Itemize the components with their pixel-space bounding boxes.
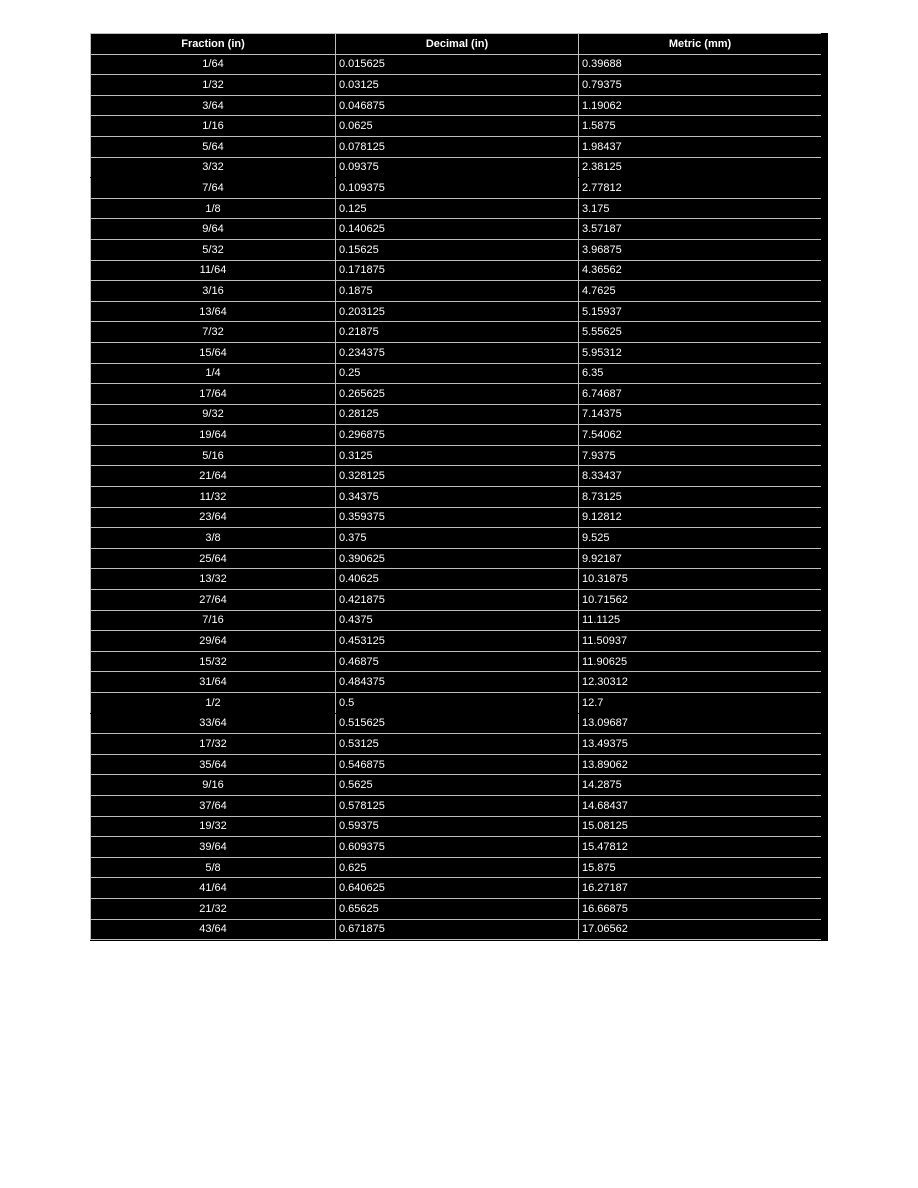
cell-decimal: 0.5 [336,693,579,714]
cell-metric: 7.9375 [579,445,822,466]
cell-decimal: 0.3125 [336,445,579,466]
cell-decimal: 0.09375 [336,157,579,178]
table-row [91,54,822,75]
table-row [91,260,822,281]
cell-fraction: 13/64 [91,301,336,322]
cell-fraction: 1/16 [91,116,336,137]
cell-fraction: 5/32 [91,239,336,260]
cell-decimal: 0.140625 [336,219,579,240]
cell-decimal: 0.515625 [336,713,579,734]
cell-fraction: 15/64 [91,342,336,363]
cell-fraction: 23/64 [91,507,336,528]
cell-decimal: 0.21875 [336,322,579,343]
table-row [91,528,822,549]
cell-fraction: 25/64 [91,548,336,569]
cell-fraction: 7/16 [91,610,336,631]
cell-fraction: 19/32 [91,816,336,837]
cell-metric: 13.09687 [579,713,822,734]
cell-decimal: 0.390625 [336,548,579,569]
table-row [91,837,822,858]
table-row [91,301,822,322]
cell-fraction: 21/64 [91,466,336,487]
cell-fraction: 1/8 [91,198,336,219]
header-fraction: Fraction (in) [91,34,336,55]
cell-decimal: 0.078125 [336,136,579,157]
cell-fraction: 5/64 [91,136,336,157]
cell-metric: 16.27187 [579,878,822,899]
cell-metric: 8.73125 [579,487,822,508]
table-row [91,548,822,569]
cell-metric: 16.66875 [579,898,822,919]
cell-fraction: 37/64 [91,795,336,816]
table-row [91,631,822,652]
cell-fraction: 39/64 [91,837,336,858]
cell-decimal: 0.484375 [336,672,579,693]
cell-fraction: 3/16 [91,281,336,302]
cell-decimal: 0.5625 [336,775,579,796]
table-row [91,219,822,240]
cell-metric: 11.50937 [579,631,822,652]
cell-decimal: 0.234375 [336,342,579,363]
cell-decimal: 0.34375 [336,487,579,508]
cell-fraction: 27/64 [91,590,336,611]
cell-fraction: 11/64 [91,260,336,281]
header-metric: Metric (mm) [579,34,822,55]
cell-metric: 1.19062 [579,95,822,116]
table-row [91,775,822,796]
cell-decimal: 0.578125 [336,795,579,816]
table-row [91,75,822,96]
cell-decimal: 0.359375 [336,507,579,528]
cell-metric: 15.08125 [579,816,822,837]
table-row [91,157,822,178]
table-row [91,754,822,775]
table-row [91,466,822,487]
cell-decimal: 0.53125 [336,734,579,755]
cell-metric: 15.875 [579,857,822,878]
cell-metric: 4.7625 [579,281,822,302]
table-row [91,322,822,343]
table-row [91,178,822,199]
cell-decimal: 0.296875 [336,425,579,446]
table-row [91,693,822,714]
cell-metric: 3.175 [579,198,822,219]
cell-decimal: 0.171875 [336,260,579,281]
cell-decimal: 0.046875 [336,95,579,116]
cell-metric: 1.5875 [579,116,822,137]
cell-metric: 2.38125 [579,157,822,178]
cell-decimal: 0.203125 [336,301,579,322]
cell-fraction: 3/32 [91,157,336,178]
cell-fraction: 5/8 [91,857,336,878]
cell-fraction: 15/32 [91,651,336,672]
cell-decimal: 0.28125 [336,404,579,425]
cell-fraction: 7/64 [91,178,336,199]
cell-metric: 7.54062 [579,425,822,446]
cell-metric: 9.525 [579,528,822,549]
table-row [91,651,822,672]
table-row [91,425,822,446]
cell-decimal: 0.375 [336,528,579,549]
cell-fraction: 19/64 [91,425,336,446]
cell-decimal: 0.25 [336,363,579,384]
cell-metric: 15.47812 [579,837,822,858]
cell-fraction: 7/32 [91,322,336,343]
table-row [91,507,822,528]
table-row [91,363,822,384]
cell-fraction: 33/64 [91,713,336,734]
cell-decimal: 0.125 [336,198,579,219]
cell-fraction: 1/32 [91,75,336,96]
cell-metric: 12.30312 [579,672,822,693]
table-row [91,878,822,899]
cell-metric: 10.31875 [579,569,822,590]
cell-metric: 3.57187 [579,219,822,240]
table-row [91,569,822,590]
cell-fraction: 9/64 [91,219,336,240]
cell-metric: 6.74687 [579,384,822,405]
cell-metric: 4.36562 [579,260,822,281]
cell-decimal: 0.4375 [336,610,579,631]
cell-decimal: 0.328125 [336,466,579,487]
table-row [91,384,822,405]
conversion-table-container [90,33,828,941]
table-row [91,590,822,611]
table-row [91,672,822,693]
cell-metric: 13.89062 [579,754,822,775]
header-decimal: Decimal (in) [336,34,579,55]
right-edge-bar [821,33,828,941]
cell-decimal: 0.40625 [336,569,579,590]
table-header-row [91,34,822,55]
table-row [91,136,822,157]
cell-metric: 3.96875 [579,239,822,260]
table-row [91,404,822,425]
table-row [91,816,822,837]
cell-metric: 14.68437 [579,795,822,816]
table-row [91,610,822,631]
cell-fraction: 31/64 [91,672,336,693]
cell-fraction: 21/32 [91,898,336,919]
cell-decimal: 0.109375 [336,178,579,199]
cell-decimal: 0.671875 [336,919,579,940]
cell-metric: 0.79375 [579,75,822,96]
cell-fraction: 17/64 [91,384,336,405]
cell-decimal: 0.03125 [336,75,579,96]
cell-decimal: 0.421875 [336,590,579,611]
cell-fraction: 1/64 [91,54,336,75]
cell-metric: 6.35 [579,363,822,384]
table-row [91,713,822,734]
cell-decimal: 0.59375 [336,816,579,837]
table-row [91,116,822,137]
cell-metric: 0.39688 [579,54,822,75]
cell-decimal: 0.453125 [336,631,579,652]
cell-metric: 11.1125 [579,610,822,631]
fraction-conversion-table [90,33,822,940]
cell-fraction: 3/64 [91,95,336,116]
cell-metric: 14.2875 [579,775,822,796]
cell-fraction: 1/4 [91,363,336,384]
cell-fraction: 9/16 [91,775,336,796]
table-row [91,239,822,260]
table-row [91,857,822,878]
table-row [91,198,822,219]
cell-metric: 7.14375 [579,404,822,425]
cell-fraction: 11/32 [91,487,336,508]
cell-metric: 11.90625 [579,651,822,672]
table-row [91,795,822,816]
table-row [91,281,822,302]
cell-metric: 9.92187 [579,548,822,569]
cell-fraction: 3/8 [91,528,336,549]
cell-metric: 5.15937 [579,301,822,322]
table-row [91,734,822,755]
cell-decimal: 0.0625 [336,116,579,137]
cell-decimal: 0.546875 [336,754,579,775]
cell-decimal: 0.15625 [336,239,579,260]
cell-metric: 13.49375 [579,734,822,755]
cell-metric: 12.7 [579,693,822,714]
cell-fraction: 5/16 [91,445,336,466]
cell-decimal: 0.015625 [336,54,579,75]
cell-fraction: 9/32 [91,404,336,425]
cell-metric: 1.98437 [579,136,822,157]
cell-fraction: 13/32 [91,569,336,590]
cell-metric: 10.71562 [579,590,822,611]
table-row [91,95,822,116]
cell-metric: 17.06562 [579,919,822,940]
cell-decimal: 0.625 [336,857,579,878]
cell-metric: 5.95312 [579,342,822,363]
table-row [91,898,822,919]
table-row [91,342,822,363]
cell-decimal: 0.609375 [336,837,579,858]
cell-fraction: 17/32 [91,734,336,755]
cell-metric: 9.12812 [579,507,822,528]
cell-fraction: 35/64 [91,754,336,775]
cell-decimal: 0.1875 [336,281,579,302]
cell-decimal: 0.640625 [336,878,579,899]
table-row [91,919,822,940]
cell-metric: 2.77812 [579,178,822,199]
cell-decimal: 0.265625 [336,384,579,405]
cell-fraction: 29/64 [91,631,336,652]
cell-fraction: 43/64 [91,919,336,940]
cell-metric: 5.55625 [579,322,822,343]
cell-decimal: 0.65625 [336,898,579,919]
cell-fraction: 41/64 [91,878,336,899]
table-row [91,445,822,466]
cell-decimal: 0.46875 [336,651,579,672]
table-row [91,487,822,508]
cell-fraction: 1/2 [91,693,336,714]
cell-metric: 8.33437 [579,466,822,487]
